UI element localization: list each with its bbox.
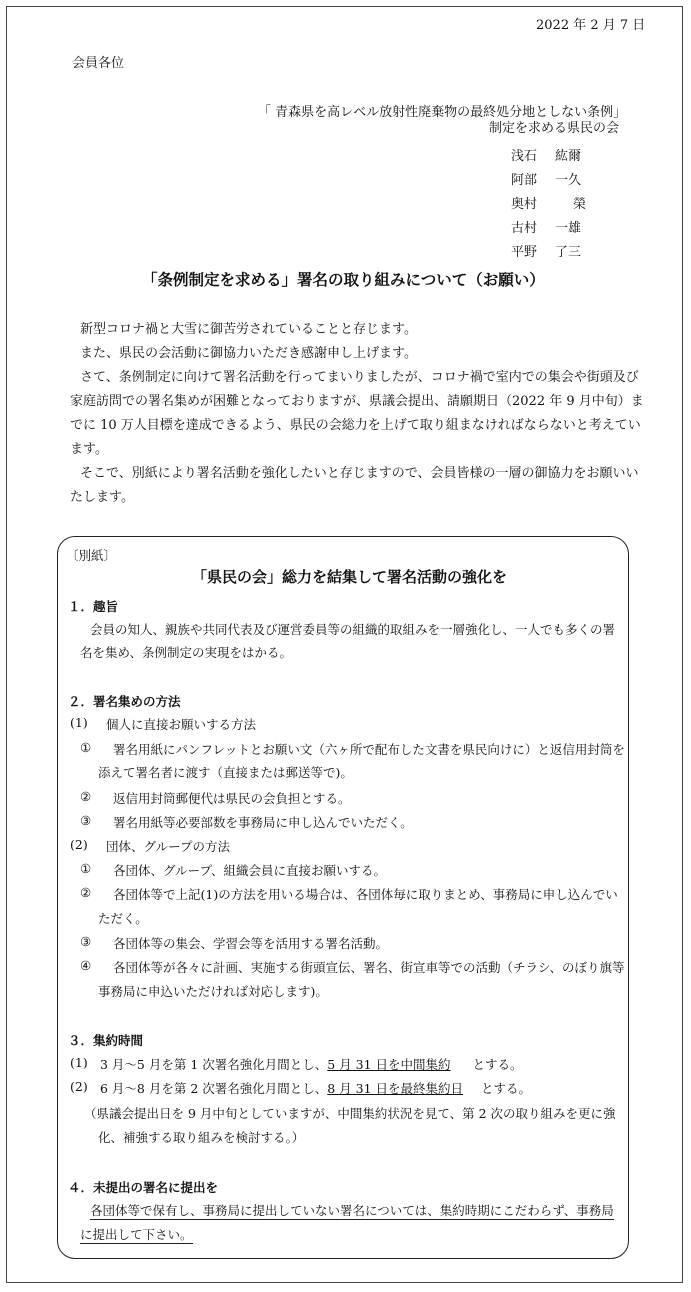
- period-2: [100, 1079, 531, 1097]
- signatory-surname: 古村: [511, 221, 538, 236]
- body-line: そこで、別紙により署名活動を強化したいと存じますので、会員皆様の一層の御協力をお願いい: [80, 466, 639, 481]
- document-title: 「条例制定を求める」署名の取り組みについて（お願い）: [142, 271, 545, 289]
- item-text: ただく。: [98, 911, 148, 926]
- signatory: [511, 193, 586, 212]
- subsection-title: 団体、グループの方法: [106, 839, 231, 854]
- signatory: [511, 217, 581, 236]
- body-line: でに 10 万人目標を達成できるよう、県民の会総力を上げて取り組まなければならないと考えてい: [70, 418, 641, 433]
- period-text: 3 月～5 月を第 1 次署名強化月間とし、: [100, 1057, 328, 1072]
- subsection-title: 個人に直接お願いする方法: [106, 717, 257, 732]
- signatory-surname: 奥村: [511, 197, 538, 212]
- item-number: ②: [80, 885, 92, 900]
- body-line: さて、条例制定に向けて署名活動を行ってまいりましたが、コロナ禍で室内での集会や街頭及び: [80, 370, 639, 385]
- section-3-heading: ３．集約時間: [68, 1033, 144, 1048]
- item-text: 署名用紙にパンフレットとお願い文（六ヶ所で配布した文書を県民向けに）と返信用封筒を: [113, 742, 625, 757]
- period-label: (1): [70, 1055, 88, 1070]
- signatory: [511, 169, 581, 188]
- attachment-title: 「県民の会」総力を結集して署名活動の強化を: [192, 568, 508, 586]
- item-number: ③: [80, 813, 92, 828]
- section-4-text: 各団体等で保有し、事務局に提出していない署名については、集約時期にこだわらず、事務局: [90, 1203, 614, 1218]
- signatory: [511, 145, 581, 164]
- signatory-surname: 浅石: [511, 149, 538, 164]
- period-deadline: 8 月 31 日を最終集約日: [327, 1081, 464, 1096]
- body-line: ます。: [70, 442, 108, 457]
- item-text: 各団体等が各々に計画、実施する街頭宣伝、署名、街宣車等での活動（チラシ、のぼり旗等: [113, 960, 625, 975]
- section-1-text: 名を集め、条例制定の実現をはかる。: [80, 645, 293, 660]
- recipient: 会員各位: [72, 56, 125, 71]
- item-number: ③: [80, 934, 92, 949]
- org-line-1: 「 青森県を高レベル放射性廃棄物の最終処分地としない条例」: [258, 105, 627, 120]
- item-text: 各団体等の集会、学習会等を活用する署名活動。: [113, 936, 389, 951]
- section-4-heading: ４．未提出の署名に提出を: [68, 1180, 219, 1195]
- item-text: 返信用封筒郵便代は県民の会負担とする。: [113, 791, 351, 806]
- subsection-label: (1): [70, 715, 88, 730]
- org-line-2: 制定を求める県民の会: [489, 121, 620, 136]
- signatory-given: 了三: [555, 245, 582, 260]
- period-label: (2): [70, 1079, 88, 1094]
- signatory-given: 紘爾: [555, 149, 582, 164]
- period-note: 化、補強する取り組みを検討する。）: [98, 1130, 305, 1145]
- body-line: たします。: [70, 490, 134, 505]
- period-text: とする。: [472, 1057, 523, 1072]
- item-text: 各団体、グループ、組織会員に直接お願いする。: [113, 863, 387, 878]
- signatory-surname: 阿部: [511, 173, 538, 188]
- section-4-text: に提出して下さい。: [80, 1227, 193, 1242]
- signatory-given: 一久: [555, 173, 582, 188]
- section-1-heading: １．趣旨: [68, 599, 119, 614]
- section-2-heading: ２．署名集めの方法: [68, 694, 181, 709]
- section-1-text: 会員の知人、親族や共同代表及び運営委員等の組織的取組みを一層強化し、一人でも多くの署: [90, 622, 616, 637]
- signatory-surname: 平野: [511, 245, 538, 260]
- period-text: 6 月～8 月を第 2 次署名強化月間とし、: [100, 1081, 328, 1096]
- subsection-label: (2): [70, 837, 88, 852]
- item-text: 各団体等で上記(1)の方法を用いる場合は、各団体毎に取りまとめ、事務局に申し込んでい: [113, 887, 618, 902]
- period-deadline: 5 月 31 日を中間集約: [327, 1057, 451, 1072]
- period-text: とする。: [481, 1081, 532, 1096]
- item-text: 署名用紙等必要部数を事務局に申し込んでいただく。: [113, 815, 413, 830]
- signatory-given: 一雄: [555, 221, 582, 236]
- date: 2022 年 2 月 7 日: [536, 18, 646, 33]
- signatory: [511, 241, 581, 260]
- item-number: ④: [80, 958, 92, 973]
- item-number: ②: [80, 789, 92, 804]
- period-1: [100, 1055, 523, 1073]
- body-line: 新型コロナ禍と大雪に御苦労されていることと存じます。: [80, 322, 417, 337]
- body-line: また、県民の会活動に御協力いただき感謝申し上げます。: [80, 346, 417, 361]
- body-line: 家庭訪問での署名集めが困難となっておりますが、県議会提出、請願期日（2022 年 9 月中旬）ま: [70, 394, 644, 409]
- signatory-given: 榮: [573, 197, 587, 212]
- item-text: 添えて署名者に渡す（直接または郵送等で)。: [98, 765, 353, 780]
- item-number: ①: [80, 861, 92, 876]
- item-text: 事務局に申込いただければ対応します)。: [98, 984, 328, 999]
- item-number: ①: [80, 740, 92, 755]
- attachment-label: 〔別紙〕: [66, 548, 117, 563]
- period-note: （県議会提出日を 9 月中旬としていますが、中間集約状況を見て、第 2 次の取り組みを更に強: [84, 1106, 616, 1121]
